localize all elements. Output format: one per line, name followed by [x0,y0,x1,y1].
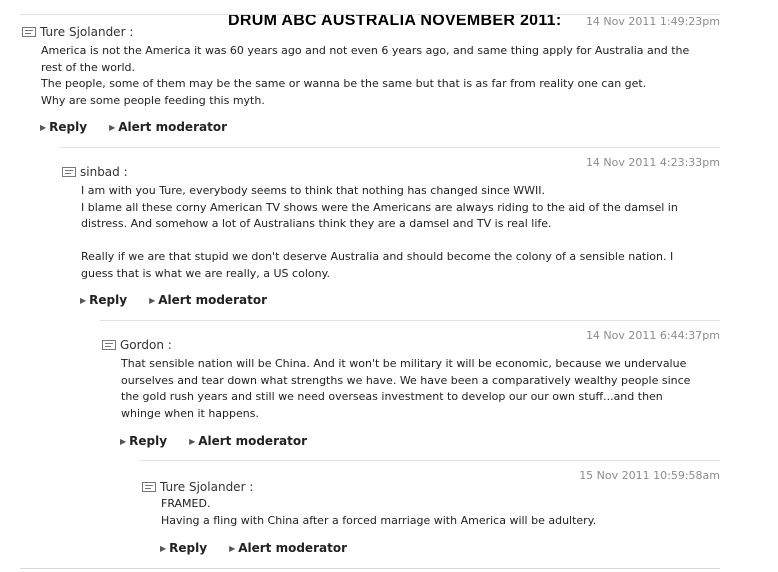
alert-moderator-link[interactable] [149,293,267,307]
comment-author [142,480,253,494]
reply-link[interactable] [80,293,127,307]
thread-bottom-divider [20,568,720,569]
comment-actions [120,434,307,448]
triangle-right-icon: ▶ [120,437,127,446]
triangle-right-icon: ▶ [40,123,47,132]
comment-timestamp: 14 Nov 2011 4:23:33pm [585,156,720,169]
alert-moderator-label: Alert moderator [118,120,227,134]
comment-author [62,165,128,179]
comment-author [22,25,133,39]
comment-divider [100,320,720,321]
triangle-right-icon: ▶ [80,296,87,305]
comment-timestamp: 14 Nov 2011 1:49:23pm [585,15,720,28]
comment-text-line: whinge when it happens. [121,406,259,420]
alert-moderator-link[interactable] [109,120,227,134]
reply-link[interactable] [40,120,87,134]
reply-link[interactable] [160,541,207,555]
comment-actions [40,120,227,134]
alert-moderator-label: Alert moderator [238,541,347,555]
comment-icon [142,482,156,492]
comment-actions [80,293,267,307]
triangle-right-icon: ▶ [160,544,167,553]
triangle-right-icon: ▶ [149,296,156,305]
comment-text-line: I am with you Ture, everybody seems to think that nothing has changed since WWII. [81,184,546,197]
comment [100,320,720,453]
comment-author-name[interactable]: Ture Sjolander : [160,480,254,494]
comment-text-line: rest of the world. [41,60,136,74]
comment-text-line: Why are some people feeding this myth. [41,93,265,107]
comment [20,14,720,142]
comment-icon [62,167,76,177]
comment-divider [60,147,720,148]
comment-text-line: guess that is what we are really, a US colony. [81,266,331,280]
reply-label: Reply [89,293,128,307]
comment-text-line: FRAMED. [161,497,211,510]
reply-label: Reply [129,434,168,448]
comment-divider [140,460,720,461]
comment-text-line: Really if we are that stupid we don't deserve Australia and should become the colony of a sensible nation. I [81,250,674,263]
comment-body [121,356,690,422]
comment-body [161,496,596,529]
paragraph-gap [81,233,678,250]
comment-text-line: ourselves and tear down what strengths we have. We have been a comparatively wealthy people since [121,373,691,387]
comment-text-line: Having a fling with China after a forced marriage with America will be adultery. [161,513,597,527]
comment-text-line: I blame all these corny American TV shows were the Americans are always riding to the aid of the damsel in [81,200,678,214]
comment-actions [160,541,347,555]
reply-label: Reply [169,541,208,555]
comment-text-line: the gold rush years and still we need overseas investment to develop our our own stuff...and then [121,390,663,403]
comment-text-line: America is not the America it was 60 years ago and not even 6 years ago, and same thing apply for Australia and the [41,44,690,57]
comment-body [81,183,678,282]
reply-label: Reply [49,120,88,134]
alert-moderator-link[interactable] [189,434,307,448]
comment [140,460,720,560]
comment-icon [102,340,116,350]
comment-text-line: That sensible nation will be China. And it won't be military it will be economic, because we undervalue [121,357,687,370]
triangle-right-icon: ▶ [229,544,236,553]
comment-timestamp: 14 Nov 2011 6:44:37pm [585,329,720,342]
alert-moderator-label: Alert moderator [198,434,307,448]
alert-moderator-label: Alert moderator [158,293,267,307]
alert-moderator-link[interactable] [229,541,347,555]
comment-icon [22,27,36,37]
triangle-right-icon: ▶ [189,437,196,446]
comment [60,147,720,312]
reply-link[interactable] [120,434,167,448]
comment-body [41,43,689,109]
comment-timestamp: 15 Nov 2011 10:59:58am [579,469,720,482]
comment-author-name[interactable]: Ture Sjolander : [40,25,134,39]
comment-author-name[interactable]: sinbad : [80,165,128,179]
comment-text-line: The people, some of them may be the same or wanna be the same but that is as far from reality one can get. [41,77,647,90]
page-banner-title: DRUM ABC AUSTRALIA NOVEMBER 2011: [228,12,562,29]
triangle-right-icon: ▶ [109,123,116,132]
comment-author [102,338,172,352]
comment-author-name[interactable]: Gordon : [120,338,172,352]
comment-text-line: distress. And somehow a lot of Australians think they are a damsel and TV is real life. [81,217,552,230]
